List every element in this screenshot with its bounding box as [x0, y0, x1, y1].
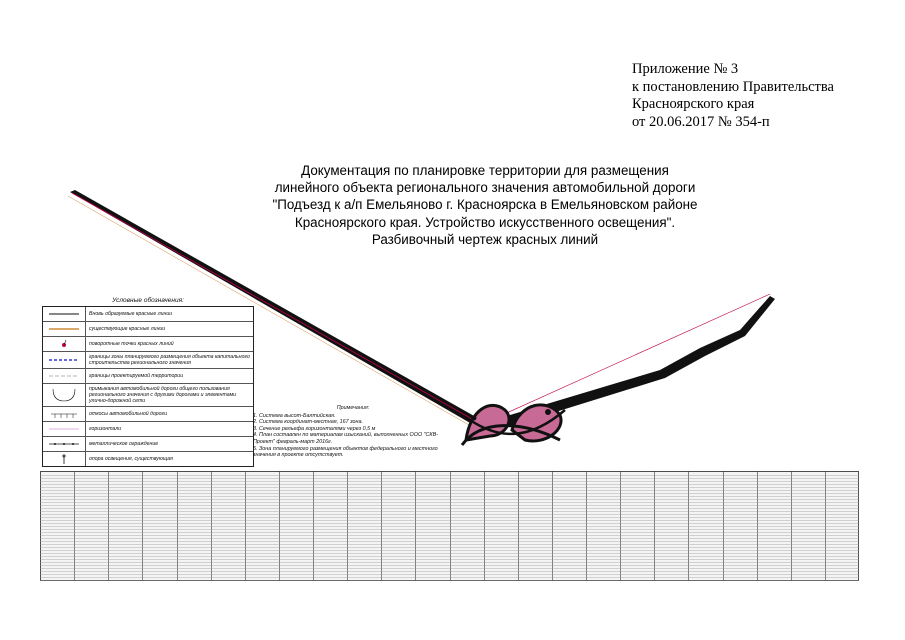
- legend-label: примыкания автомобильной дороги общего пользования регионального значения с другими дорогами и элементами улично-дорожной сети: [89, 386, 237, 404]
- legend-title: Условные обозначения:: [112, 297, 184, 304]
- thin-line-icon: [43, 307, 86, 321]
- title-line-3: "Подъезд к а/п Емельяново г. Красноярска в Емельяновском районе: [272, 197, 698, 213]
- contour-icon: [43, 422, 86, 436]
- legend: [42, 297, 254, 467]
- appendix-line-4: от 20.06.2017 № 354-п: [632, 113, 770, 130]
- legend-label: металлическое ограждение: [89, 441, 159, 447]
- legend-table: [42, 306, 254, 467]
- coordinate-tables: [40, 471, 859, 581]
- legend-label: границы проектируемой территории: [89, 373, 184, 379]
- orange-line-icon: [43, 322, 86, 336]
- dashed-line-icon: [43, 369, 86, 383]
- legend-row: [43, 436, 253, 451]
- legend-label: границы зоны планируемого размещения объекта капитального строительства регионального значения: [89, 354, 250, 366]
- legend-row: [43, 321, 253, 336]
- legend-label: горизонтали: [89, 426, 122, 432]
- junction-icon: [43, 384, 86, 406]
- legend-row: [43, 406, 253, 421]
- appendix-line-1: Приложение № 3: [632, 61, 739, 77]
- notes: [253, 405, 453, 459]
- table-frame: [41, 472, 859, 581]
- legend-label: поворотные точки красных линий: [89, 341, 174, 347]
- legend-label: откосы автомобильной дороги: [89, 411, 168, 417]
- interchange: [462, 405, 565, 445]
- red-line-east: [500, 294, 770, 416]
- light-pole-icon: [43, 452, 86, 466]
- fence-icon: [43, 437, 86, 451]
- blue-dashed-line-icon: [43, 352, 86, 368]
- legend-label: существующие красные линии: [89, 326, 166, 332]
- slope-icon: [43, 407, 86, 421]
- legend-row: [43, 451, 253, 466]
- legend-row: [43, 351, 253, 368]
- note-item: 3. Сечение рельефа горизонталями через 0,5 м: [253, 425, 376, 432]
- note-item: 4. План составлен по материалам изысканий, выполненных ООО "СКВ-Проект" февраль-март 2016г.: [253, 432, 439, 445]
- note-item: 2. Система координат-местная, 167 зона.: [253, 419, 364, 426]
- legend-label: Вновь образуемые красные линии: [89, 311, 173, 317]
- title-line-2: линейного объекта регионального значения автомобильной дороги: [274, 180, 696, 196]
- title-line-4: Красноярского края. Устройство искусственного освещения".: [294, 214, 676, 230]
- legend-row: [43, 383, 253, 406]
- title-line-5: Разбивочный чертеж красных линий: [371, 231, 599, 247]
- legend-row: [43, 307, 253, 321]
- legend-row: [43, 368, 253, 383]
- notes-title: Примечания:: [336, 405, 370, 411]
- note-item: 5. Зона планируемого размещения объектов федерального и местного значения в проекте отсутствует.: [253, 445, 438, 459]
- legend-row: [43, 421, 253, 436]
- title-line-1: Документация по планировке территории для размещения: [301, 163, 669, 178]
- legend-row: [43, 336, 253, 351]
- turn-point-icon: [43, 337, 86, 351]
- appendix-line-3: Красноярского края: [632, 96, 755, 112]
- appendix-line-2: к постановлению Правительства: [632, 78, 834, 95]
- legend-label: опора освещения, существующая: [89, 456, 173, 462]
- note-item: 1. Система высот-Балтийская.: [253, 412, 336, 419]
